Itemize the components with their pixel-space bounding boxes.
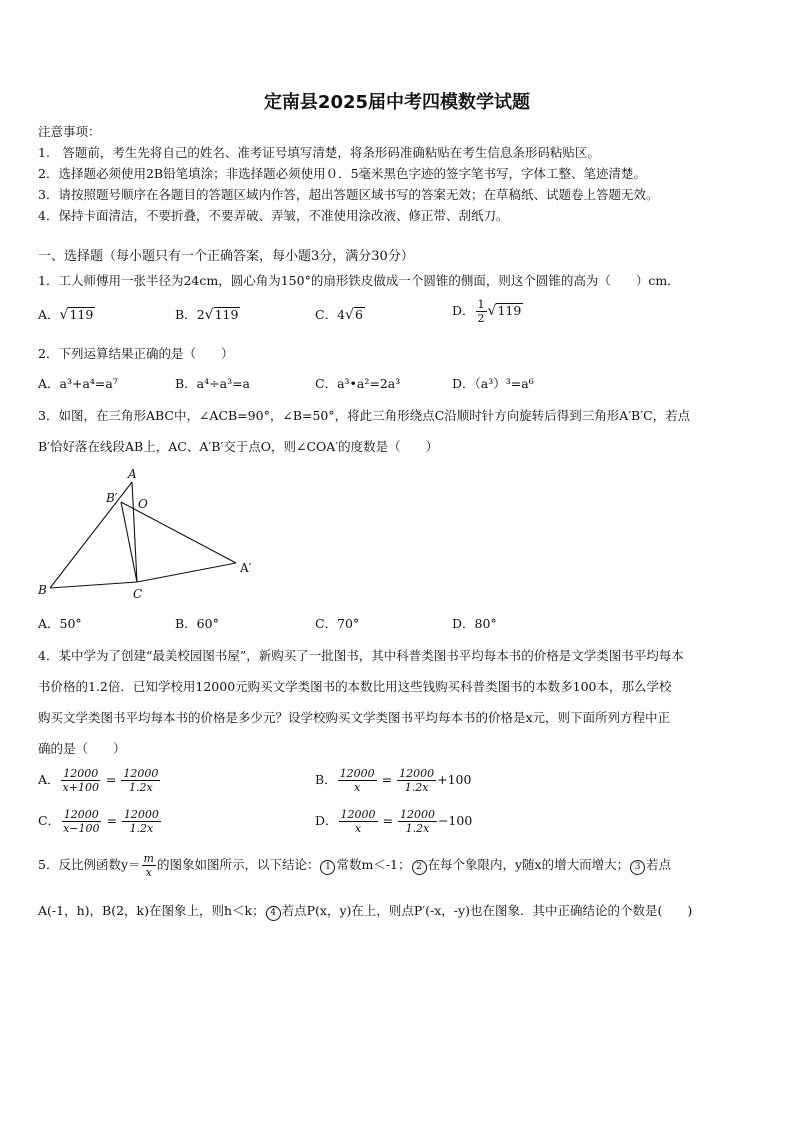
- q4-option-b: B． $\frac{12000}{x}$ = $\frac{12000}{1.2x}$ +100: [315, 767, 472, 794]
- segment-bc: [50, 582, 137, 588]
- notice-item: 2．选择题必须使用2B铅笔填涂；非选择题必须使用０．5毫米黑色字迹的签字笔书写，字体工整、笔迹清楚。: [38, 166, 647, 181]
- q4-option-a: A． $\frac{12000}{x+100}$ = $\frac{12000}{1.2x}$: [38, 767, 159, 794]
- circled-4: 4: [266, 906, 281, 921]
- segment-bp-ap: [121, 502, 236, 563]
- q1-option-b: B．2√119: [175, 307, 239, 323]
- circled-2: 2: [412, 860, 427, 875]
- notice-item: 3．请按照题号顺序在各题目的答题区域内作答，超出答题区域书写的答案无效；在草稿纸、试题卷上答题无效。: [38, 187, 659, 202]
- q1-option-c: C．4√6: [315, 307, 363, 323]
- label-c: C: [133, 587, 143, 601]
- notice-item: 1. 答题前，考生先将自己的姓名、准考证号填写清楚，将条形码准确粘贴在考生信息条形码粘贴区。: [38, 145, 600, 160]
- question-5-stem-line1: 5．反比例函数y＝ $\frac{m}{x}$ 的图象如图所示，以下结论： 1 常数m＜-1； 2 在每个象限内，y随x的增大而增大； 3 若点: [38, 852, 672, 879]
- q2-option-d: D．（a³）³=a⁶: [452, 376, 534, 391]
- question-4-stem-line3: 购买文学类图书平均每本书的价格是多少元？设学校购买文学类图书平均每本书的价格是x元，则下面所列方程中正: [38, 710, 671, 725]
- q2-option-b: B．a⁴÷a³=a: [175, 376, 251, 391]
- notice-heading: 注意事项：: [38, 124, 101, 139]
- segment-ba: [50, 482, 132, 588]
- triangle-figure: [30, 462, 270, 602]
- circled-1: 1: [320, 860, 335, 875]
- question-4-stem-line4: 确的是（ ）: [38, 741, 126, 756]
- q1-option-d: D． $\frac{1}{2}$ √119: [452, 298, 522, 325]
- segment-c-ap: [137, 563, 236, 582]
- q2-option-a: A．a³+a⁴=a⁷: [38, 376, 118, 391]
- question-4-stem-line2: 书价格的1.2倍．已知学校用12000元购买文学类图书的本数比用这些钱购买科普类图书的本数多100本，那么学校: [38, 679, 672, 694]
- notice-item: 4．保持卡面清洁，不要折叠，不要弄破、弄皱，不准使用涂改液、修正带、刮纸刀。: [38, 208, 509, 223]
- q3-option-b: B．60°: [175, 616, 219, 631]
- question-3-stem-line2: B′恰好落在线段AB上，AC、A′B′交于点O，则∠COA′的度数是（ ）: [38, 439, 439, 454]
- label-o: O: [138, 497, 148, 511]
- label-a: A: [128, 467, 137, 481]
- q4-option-d: D． $\frac{12000}{x}$ = $\frac{12000}{1.2x}$ −100: [315, 808, 473, 835]
- section-heading: 一、选择题（每小题只有一个正确答案，每小题3分，满分30分）: [38, 249, 414, 264]
- label-ap: A′: [240, 561, 252, 575]
- page-title: 定南县2025届中考四模数学试题: [263, 92, 531, 113]
- question-5-stem-line2: A(-1，h)，B(2，k)在图象上，则h＜k； 4 若点P(x，y)在上，则点P′(-x，-y)也在图象．其中正确结论的个数是( ): [38, 901, 692, 921]
- q3-option-d: D．80°: [452, 616, 497, 631]
- label-bp: B′: [106, 491, 118, 505]
- label-b: B: [38, 583, 47, 597]
- question-3-stem-line1: 3．如图，在三角形ABC中，∠ACB=90°，∠B=50°，将此三角形绕点C沿顺时针方向旋转后得到三角形A′B′C，若点: [38, 408, 691, 423]
- question-1-stem: 1．工人师傅用一张半径为24cm，圆心角为150°的扇形铁皮做成一个圆锥的侧面，则这个圆锥的高为（ ）cm．: [38, 273, 680, 288]
- q4-option-c: C． $\frac{12000}{x-100}$ = $\frac{12000}{1.2x}$: [38, 808, 159, 835]
- question-2-stem: 2．下列运算结果正确的是（ ）: [38, 346, 234, 361]
- q3-option-c: C．70°: [315, 616, 360, 631]
- q1-option-a: A．√119: [38, 307, 94, 323]
- question-4-stem-line1: 4．某中学为了创建“最美校园图书屋”，新购买了一批图书，其中科普类图书平均每本书的价格是文学类图书平均每本: [38, 648, 684, 663]
- circled-3: 3: [630, 860, 645, 875]
- q2-option-c: C．a³•a²=2a³: [315, 376, 401, 391]
- q3-option-a: A．50°: [38, 616, 82, 631]
